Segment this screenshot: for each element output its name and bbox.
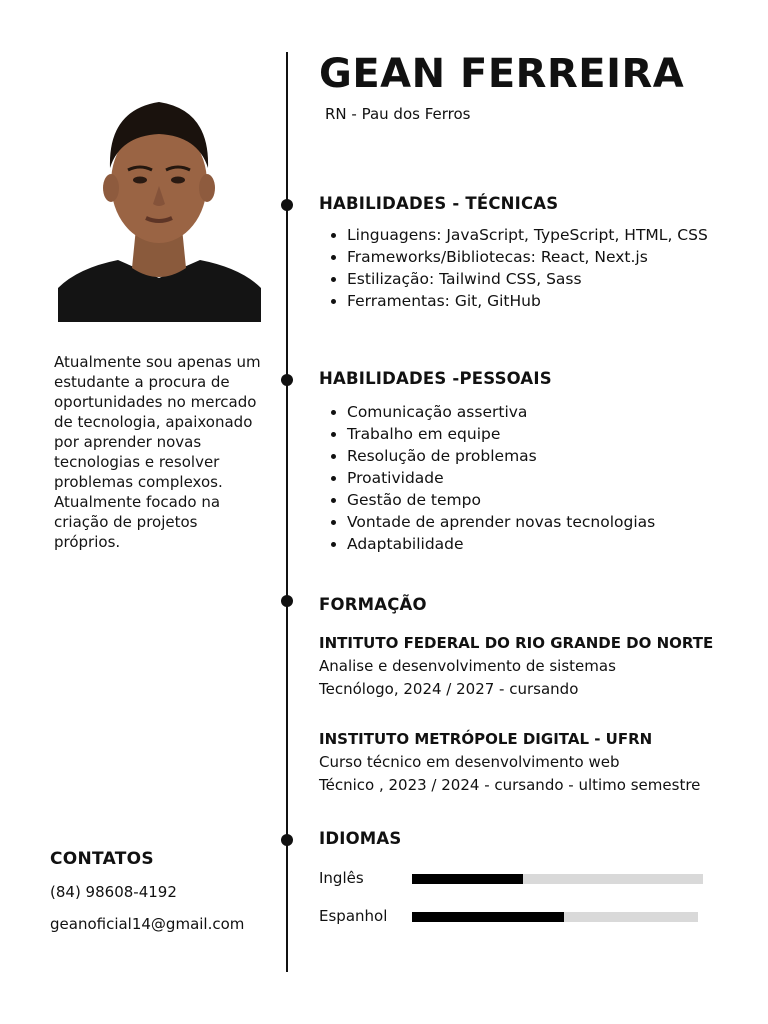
section-title-education: FORMAÇÃO (319, 595, 427, 614)
location-text: RN - Pau dos Ferros (325, 105, 471, 123)
section-title-personal-skills: HABILIDADES -PESSOAIS (319, 369, 552, 388)
about-text: Atualmente sou apenas um estudante a procura de oportunidades no mercado de tecnologia, apaixonado por aprender novas tecnologias e resolver problemas complexos. Atualmente focado na criação de projetos próprios. (54, 353, 261, 551)
language-bar-fill-spanish (412, 912, 564, 922)
language-bar-spanish (412, 912, 698, 922)
list-item: • Ferramentas: Git, GitHub (347, 290, 727, 312)
list-item: • Linguagens: JavaScript, TypeScript, HTML, CSS (347, 224, 727, 246)
language-bar-english (412, 874, 703, 884)
portrait-illustration (58, 88, 261, 322)
education-detail: Técnico , 2023 / 2024 - cursando - ultimo semestre (319, 776, 701, 794)
page-title: GEAN FERREIRA (319, 51, 685, 97)
section-title-technical-skills: HABILIDADES - TÉCNICAS (319, 194, 559, 213)
education-institution: INSTITUTO METRÓPOLE DIGITAL - UFRN (319, 730, 653, 748)
timeline-dot-languages (281, 834, 293, 846)
section-title-languages: IDIOMAS (319, 829, 402, 848)
profile-photo (58, 88, 261, 322)
technical-skills-list (319, 224, 727, 312)
list-item: • Trabalho em equipe (347, 423, 727, 445)
education-institution: INTITUTO FEDERAL DO RIO GRANDE DO NORTE (319, 634, 714, 652)
list-item: • Comunicação assertiva (347, 401, 727, 423)
language-name-english: Inglês (319, 869, 364, 887)
contact-email: geanoficial14@gmail.com (50, 915, 245, 933)
list-item: • Adaptabilidade (347, 533, 727, 555)
education-detail: Tecnólogo, 2024 / 2027 - cursando (319, 680, 579, 698)
timeline-dot-education (281, 595, 293, 607)
list-item: • Proatividade (347, 467, 727, 489)
education-course: Curso técnico em desenvolvimento web (319, 753, 620, 771)
personal-skills-list (319, 401, 727, 555)
language-bar-fill-english (412, 874, 523, 884)
list-item: • Estilização: Tailwind CSS, Sass (347, 268, 727, 290)
education-course: Analise e desenvolvimento de sistemas (319, 657, 616, 675)
language-name-spanish: Espanhol (319, 907, 388, 925)
contacts-heading: CONTATOS (50, 849, 154, 869)
list-item: • Resolução de problemas (347, 445, 727, 467)
timeline-dot-technical (281, 199, 293, 211)
list-item: • Frameworks/Bibliotecas: React, Next.js (347, 246, 727, 268)
timeline-dot-personal (281, 374, 293, 386)
contact-phone: (84) 98608-4192 (50, 883, 177, 901)
list-item: • Vontade de aprender novas tecnologias (347, 511, 727, 533)
list-item: • Gestão de tempo (347, 489, 727, 511)
